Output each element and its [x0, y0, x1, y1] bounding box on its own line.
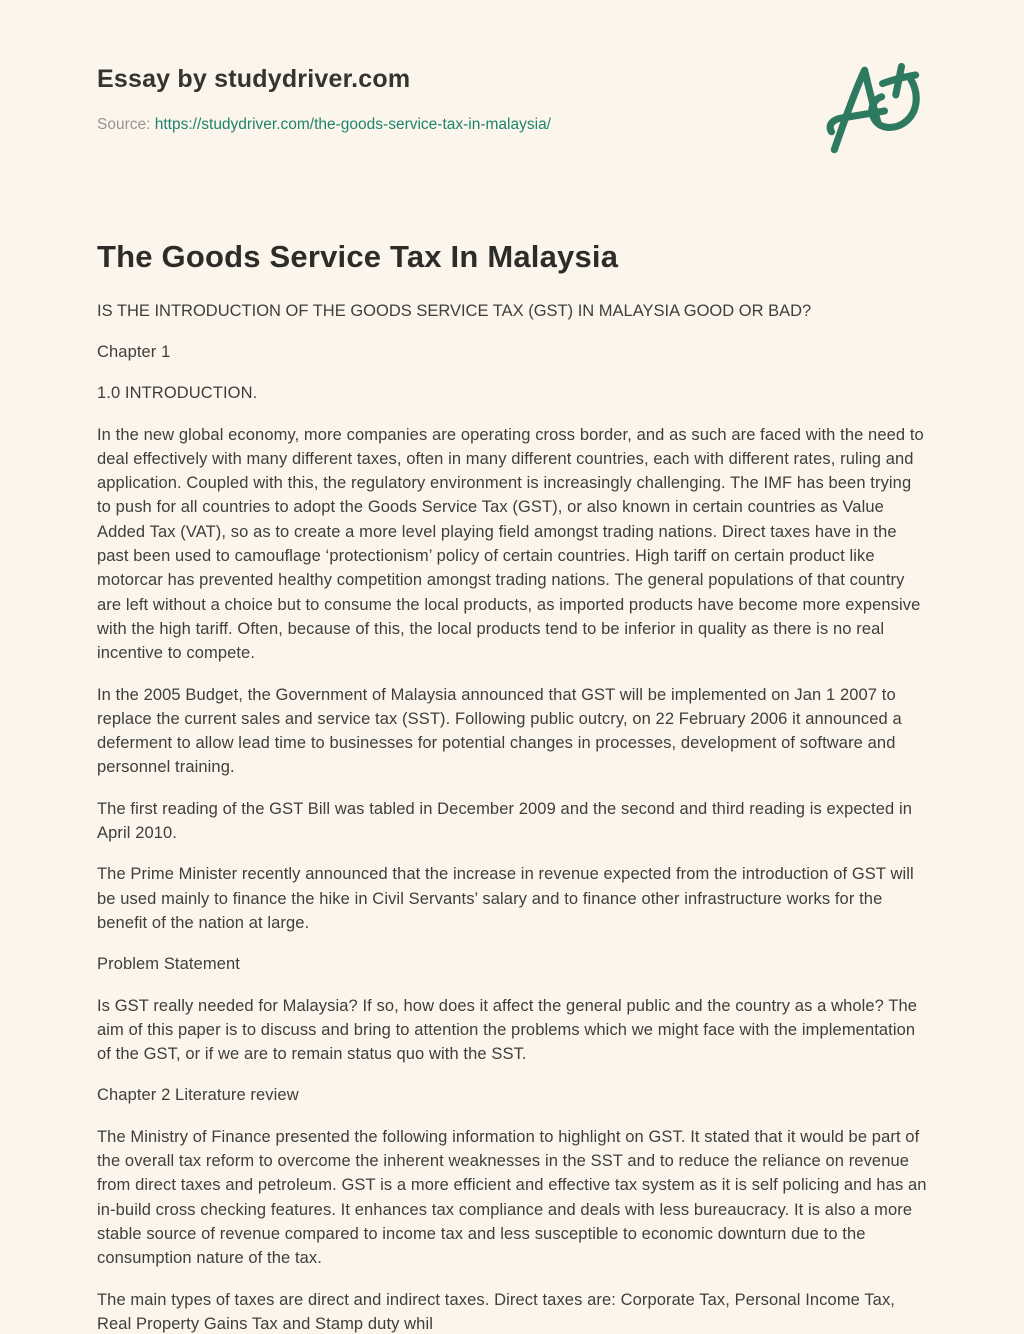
source-label: Source: — [97, 116, 151, 133]
paragraph: Chapter 2 Literature review — [97, 1086, 299, 1105]
article — [97, 239, 927, 1334]
paragraph: The first reading of the GST Bill was tabled in December 2009 and the second and third reading is expected in April 2010. — [97, 799, 912, 843]
paragraph: The main types of taxes are direct and indirect taxes. Direct taxes are: Corporate Tax, Personal Income Tax, Real Property Gains Tax and Stamp duty whil — [97, 1290, 895, 1333]
paragraph: In the 2005 Budget, the Government of Malaysia announced that GST will be implemented on Jan 1 2007 to replace the current sales and service tax (SST). Following public outcry, on 22 February 2006 it announced a deferment to allow lead time to businesses for potential changes in processes, development of software and personnel training. — [97, 685, 902, 777]
article-body — [97, 340, 927, 1334]
paragraph: Problem Statement — [97, 955, 240, 974]
site-title: Essay by studydriver.com — [97, 65, 411, 93]
paragraph: In the new global economy, more companies are operating cross border, and as such are faced with the need to deal effectively with many different taxes, often in many different countries, each with different rates, ruling and application. Coupled with this, the regulatory environment is increasingly challenging. The IMF has been trying to push for all countries to adopt the Goods Service Tax (GST), or also known in certain countries as Value Added Tax (VAT), so as to create a more level playing field amongst trading nations. Direct taxes have in the past been used to camouflage ‘protectionism’ policy of certain countries. High tariff on certain product like motorcar has prevented healthy competition amongst trading nations. The general populations of that country are left without a choice but to consume the local products, as imported products have become more expensive with the high tariff. Often, because of this, the local products tend to be inferior in quality as there is no real incentive to compete. — [97, 425, 924, 663]
paragraph: Chapter 1 — [97, 343, 171, 361]
paragraph: Is GST really needed for Malaysia? If so, how does it affect the general public and the country as a whole? The aim of this paper is to discuss and bring to attention the problems which we might face with the implementation of the GST, or if we are to remain status quo with the SST. — [97, 996, 918, 1064]
a-plus-logo-icon — [823, 58, 927, 162]
source-link[interactable]: https://studydriver.com/the-goods-service-tax-in-malaysia/ — [154, 116, 551, 133]
paragraph: The Ministry of Finance presented the following information to highlight on GST. It stated that it would be part of the overall tax reform to overcome the inherent weaknesses in the SST and to reduce the reliance on revenue from direct taxes and petroleum. GST is a more efficient and effective tax system as it is self policing and has an in-build cross checking features. It enhances tax compliance and deals with less bureaucracy. It is also a more stable source of revenue compared to income tax and less susceptible to economic downturn due to the consumption nature of the tax. — [97, 1127, 927, 1268]
paragraph: 1.0 INTRODUCTION. — [97, 384, 258, 403]
source-line — [97, 115, 927, 135]
article-subtitle: IS THE INTRODUCTION OF THE GOODS SERVICE TAX (GST) IN MALAYSIA GOOD OR BAD? — [97, 302, 812, 320]
paragraph: The Prime Minister recently announced that the increase in revenue expected from the introduction of GST will be used mainly to finance the hike in Civil Servants’ salary and to finance other infrastructure works for the benefit of the nation at large. — [97, 865, 914, 932]
article-title: The Goods Service Tax In Malaysia — [97, 239, 619, 274]
page-header — [97, 0, 927, 135]
